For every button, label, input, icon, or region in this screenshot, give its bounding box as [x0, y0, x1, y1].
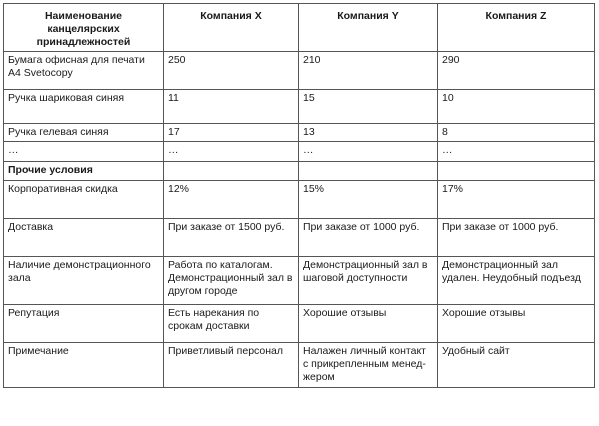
row-label: Доставка	[4, 219, 164, 257]
row-label: …	[4, 142, 164, 162]
cell-y: 15	[299, 90, 438, 124]
row-label: Ручка гелевая синяя	[4, 124, 164, 142]
empty-cell	[299, 162, 438, 181]
cell-z: Удобный сайт	[438, 343, 595, 388]
header-company-y: Компания Y	[299, 4, 438, 52]
row-label: Репутация	[4, 305, 164, 343]
table-row	[4, 343, 595, 388]
cell-z: Хорошие отзывы	[438, 305, 595, 343]
table-row	[4, 124, 595, 142]
cell-y: Налажен личный контакт с прикрепленным менед-жером	[299, 343, 438, 388]
cell-x: 250	[164, 52, 299, 90]
cell-z: 8	[438, 124, 595, 142]
header-item: Наименование канцелярских принадлежностей	[4, 4, 164, 52]
cell-z: …	[438, 142, 595, 162]
row-label: Ручка шариковая синяя	[4, 90, 164, 124]
header-company-x: Компания X	[164, 4, 299, 52]
cell-z: При заказе от 1000 руб.	[438, 219, 595, 257]
cell-x: …	[164, 142, 299, 162]
cell-y: …	[299, 142, 438, 162]
cell-y: Хорошие отзывы	[299, 305, 438, 343]
cell-x: При заказе от 1500 руб.	[164, 219, 299, 257]
cell-z: 17%	[438, 181, 595, 219]
empty-cell	[438, 162, 595, 181]
cell-z: 10	[438, 90, 595, 124]
cell-x: 17	[164, 124, 299, 142]
cell-x: Работа по каталогам. Демонстрационный зал в другом городе	[164, 257, 299, 305]
section-row	[4, 162, 595, 181]
cell-x: 11	[164, 90, 299, 124]
row-label: Корпоративная скидка	[4, 181, 164, 219]
table-row	[4, 52, 595, 90]
cell-y: Демонстрационный зал в шаговой доступности	[299, 257, 438, 305]
cell-y: 13	[299, 124, 438, 142]
cell-x: 12%	[164, 181, 299, 219]
cell-z: 290	[438, 52, 595, 90]
row-label: Бумага офисная для печати А4 Svetocopy	[4, 52, 164, 90]
cell-y: При заказе от 1000 руб.	[299, 219, 438, 257]
cell-x: Есть нарекания по срокам доставки	[164, 305, 299, 343]
section-title: Прочие условия	[4, 162, 164, 181]
cell-y: 15%	[299, 181, 438, 219]
table-row	[4, 90, 595, 124]
cell-z: Демонстрационный зал удален. Неудобный подъезд	[438, 257, 595, 305]
comparison-table	[3, 3, 595, 388]
table-row	[4, 181, 595, 219]
table-row	[4, 257, 595, 305]
table-row	[4, 142, 595, 162]
row-label: Наличие демонстрационного зала	[4, 257, 164, 305]
cell-y: 210	[299, 52, 438, 90]
table-row	[4, 305, 595, 343]
header-company-z: Компания Z	[438, 4, 595, 52]
table-header-row	[4, 4, 595, 52]
table-row	[4, 219, 595, 257]
empty-cell	[164, 162, 299, 181]
row-label: Примечание	[4, 343, 164, 388]
cell-x: Приветливый персонал	[164, 343, 299, 388]
